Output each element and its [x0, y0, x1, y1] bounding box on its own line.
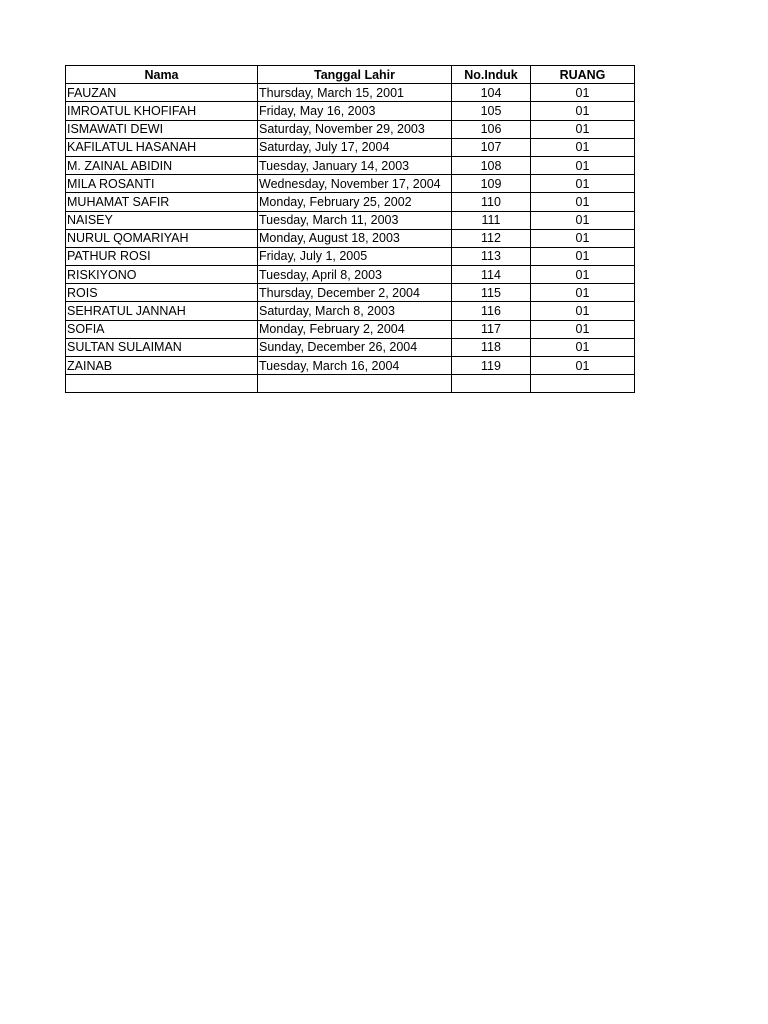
cell-no-induk: 113	[452, 247, 531, 265]
cell-nama	[66, 375, 258, 393]
cell-no-induk: 109	[452, 175, 531, 193]
table-row	[66, 357, 635, 375]
cell-nama: PATHUR ROSI	[66, 247, 258, 265]
cell-no-induk: 108	[452, 156, 531, 174]
table-row	[66, 120, 635, 138]
cell-tanggal-lahir: Monday, February 25, 2002	[258, 193, 452, 211]
table-row	[66, 320, 635, 338]
cell-ruang: 01	[531, 302, 635, 320]
cell-ruang: 01	[531, 175, 635, 193]
cell-nama: NURUL QOMARIYAH	[66, 229, 258, 247]
cell-nama: KAFILATUL HASANAH	[66, 138, 258, 156]
table-row	[66, 302, 635, 320]
cell-no-induk: 110	[452, 193, 531, 211]
cell-tanggal-lahir: Monday, February 2, 2004	[258, 320, 452, 338]
cell-ruang: 01	[531, 84, 635, 102]
cell-nama: ISMAWATI DEWI	[66, 120, 258, 138]
cell-nama: ROIS	[66, 284, 258, 302]
cell-no-induk: 112	[452, 229, 531, 247]
cell-ruang: 01	[531, 193, 635, 211]
table-row	[66, 193, 635, 211]
table-row	[66, 211, 635, 229]
cell-ruang: 01	[531, 357, 635, 375]
cell-no-induk: 115	[452, 284, 531, 302]
cell-nama: SEHRATUL JANNAH	[66, 302, 258, 320]
cell-no-induk	[452, 375, 531, 393]
cell-ruang: 01	[531, 338, 635, 356]
cell-no-induk: 104	[452, 84, 531, 102]
cell-nama: FAUZAN	[66, 84, 258, 102]
cell-nama: ZAINAB	[66, 357, 258, 375]
cell-ruang	[531, 375, 635, 393]
cell-tanggal-lahir: Saturday, July 17, 2004	[258, 138, 452, 156]
student-table	[65, 65, 635, 393]
cell-tanggal-lahir	[258, 375, 452, 393]
header-no-induk: No.Induk	[452, 66, 531, 84]
cell-no-induk: 116	[452, 302, 531, 320]
cell-no-induk: 107	[452, 138, 531, 156]
cell-ruang: 01	[531, 247, 635, 265]
cell-nama: SOFIA	[66, 320, 258, 338]
table-body	[66, 84, 635, 393]
cell-nama: MILA ROSANTI	[66, 175, 258, 193]
cell-no-induk: 111	[452, 211, 531, 229]
cell-ruang: 01	[531, 266, 635, 284]
cell-tanggal-lahir: Friday, July 1, 2005	[258, 247, 452, 265]
table-row	[66, 156, 635, 174]
cell-nama: IMROATUL KHOFIFAH	[66, 102, 258, 120]
header-nama: Nama	[66, 66, 258, 84]
cell-tanggal-lahir: Thursday, March 15, 2001	[258, 84, 452, 102]
cell-ruang: 01	[531, 320, 635, 338]
table-row	[66, 284, 635, 302]
table-row	[66, 229, 635, 247]
cell-nama: RISKIYONO	[66, 266, 258, 284]
cell-tanggal-lahir: Wednesday, November 17, 2004	[258, 175, 452, 193]
header-row	[66, 66, 635, 84]
cell-tanggal-lahir: Saturday, March 8, 2003	[258, 302, 452, 320]
cell-tanggal-lahir: Monday, August 18, 2003	[258, 229, 452, 247]
table-row	[66, 247, 635, 265]
cell-no-induk: 114	[452, 266, 531, 284]
cell-tanggal-lahir: Tuesday, January 14, 2003	[258, 156, 452, 174]
header-tanggal-lahir: Tanggal Lahir	[258, 66, 452, 84]
table-row	[66, 138, 635, 156]
cell-no-induk: 105	[452, 102, 531, 120]
table-row	[66, 175, 635, 193]
cell-ruang: 01	[531, 102, 635, 120]
cell-nama: M. ZAINAL ABIDIN	[66, 156, 258, 174]
cell-ruang: 01	[531, 229, 635, 247]
cell-no-induk: 106	[452, 120, 531, 138]
header-ruang: RUANG	[531, 66, 635, 84]
cell-ruang: 01	[531, 138, 635, 156]
cell-no-induk: 118	[452, 338, 531, 356]
cell-ruang: 01	[531, 211, 635, 229]
table-row	[66, 102, 635, 120]
cell-no-induk: 119	[452, 357, 531, 375]
cell-nama: MUHAMAT SAFIR	[66, 193, 258, 211]
cell-tanggal-lahir: Tuesday, April 8, 2003	[258, 266, 452, 284]
table-row	[66, 338, 635, 356]
cell-tanggal-lahir: Friday, May 16, 2003	[258, 102, 452, 120]
cell-tanggal-lahir: Sunday, December 26, 2004	[258, 338, 452, 356]
cell-ruang: 01	[531, 120, 635, 138]
cell-no-induk: 117	[452, 320, 531, 338]
cell-tanggal-lahir: Tuesday, March 11, 2003	[258, 211, 452, 229]
table-row	[66, 84, 635, 102]
cell-nama: NAISEY	[66, 211, 258, 229]
cell-nama: SULTAN SULAIMAN	[66, 338, 258, 356]
cell-ruang: 01	[531, 156, 635, 174]
cell-tanggal-lahir: Saturday, November 29, 2003	[258, 120, 452, 138]
table-row	[66, 266, 635, 284]
cell-tanggal-lahir: Tuesday, March 16, 2004	[258, 357, 452, 375]
cell-tanggal-lahir: Thursday, December 2, 2004	[258, 284, 452, 302]
cell-ruang: 01	[531, 284, 635, 302]
table-row	[66, 375, 635, 393]
